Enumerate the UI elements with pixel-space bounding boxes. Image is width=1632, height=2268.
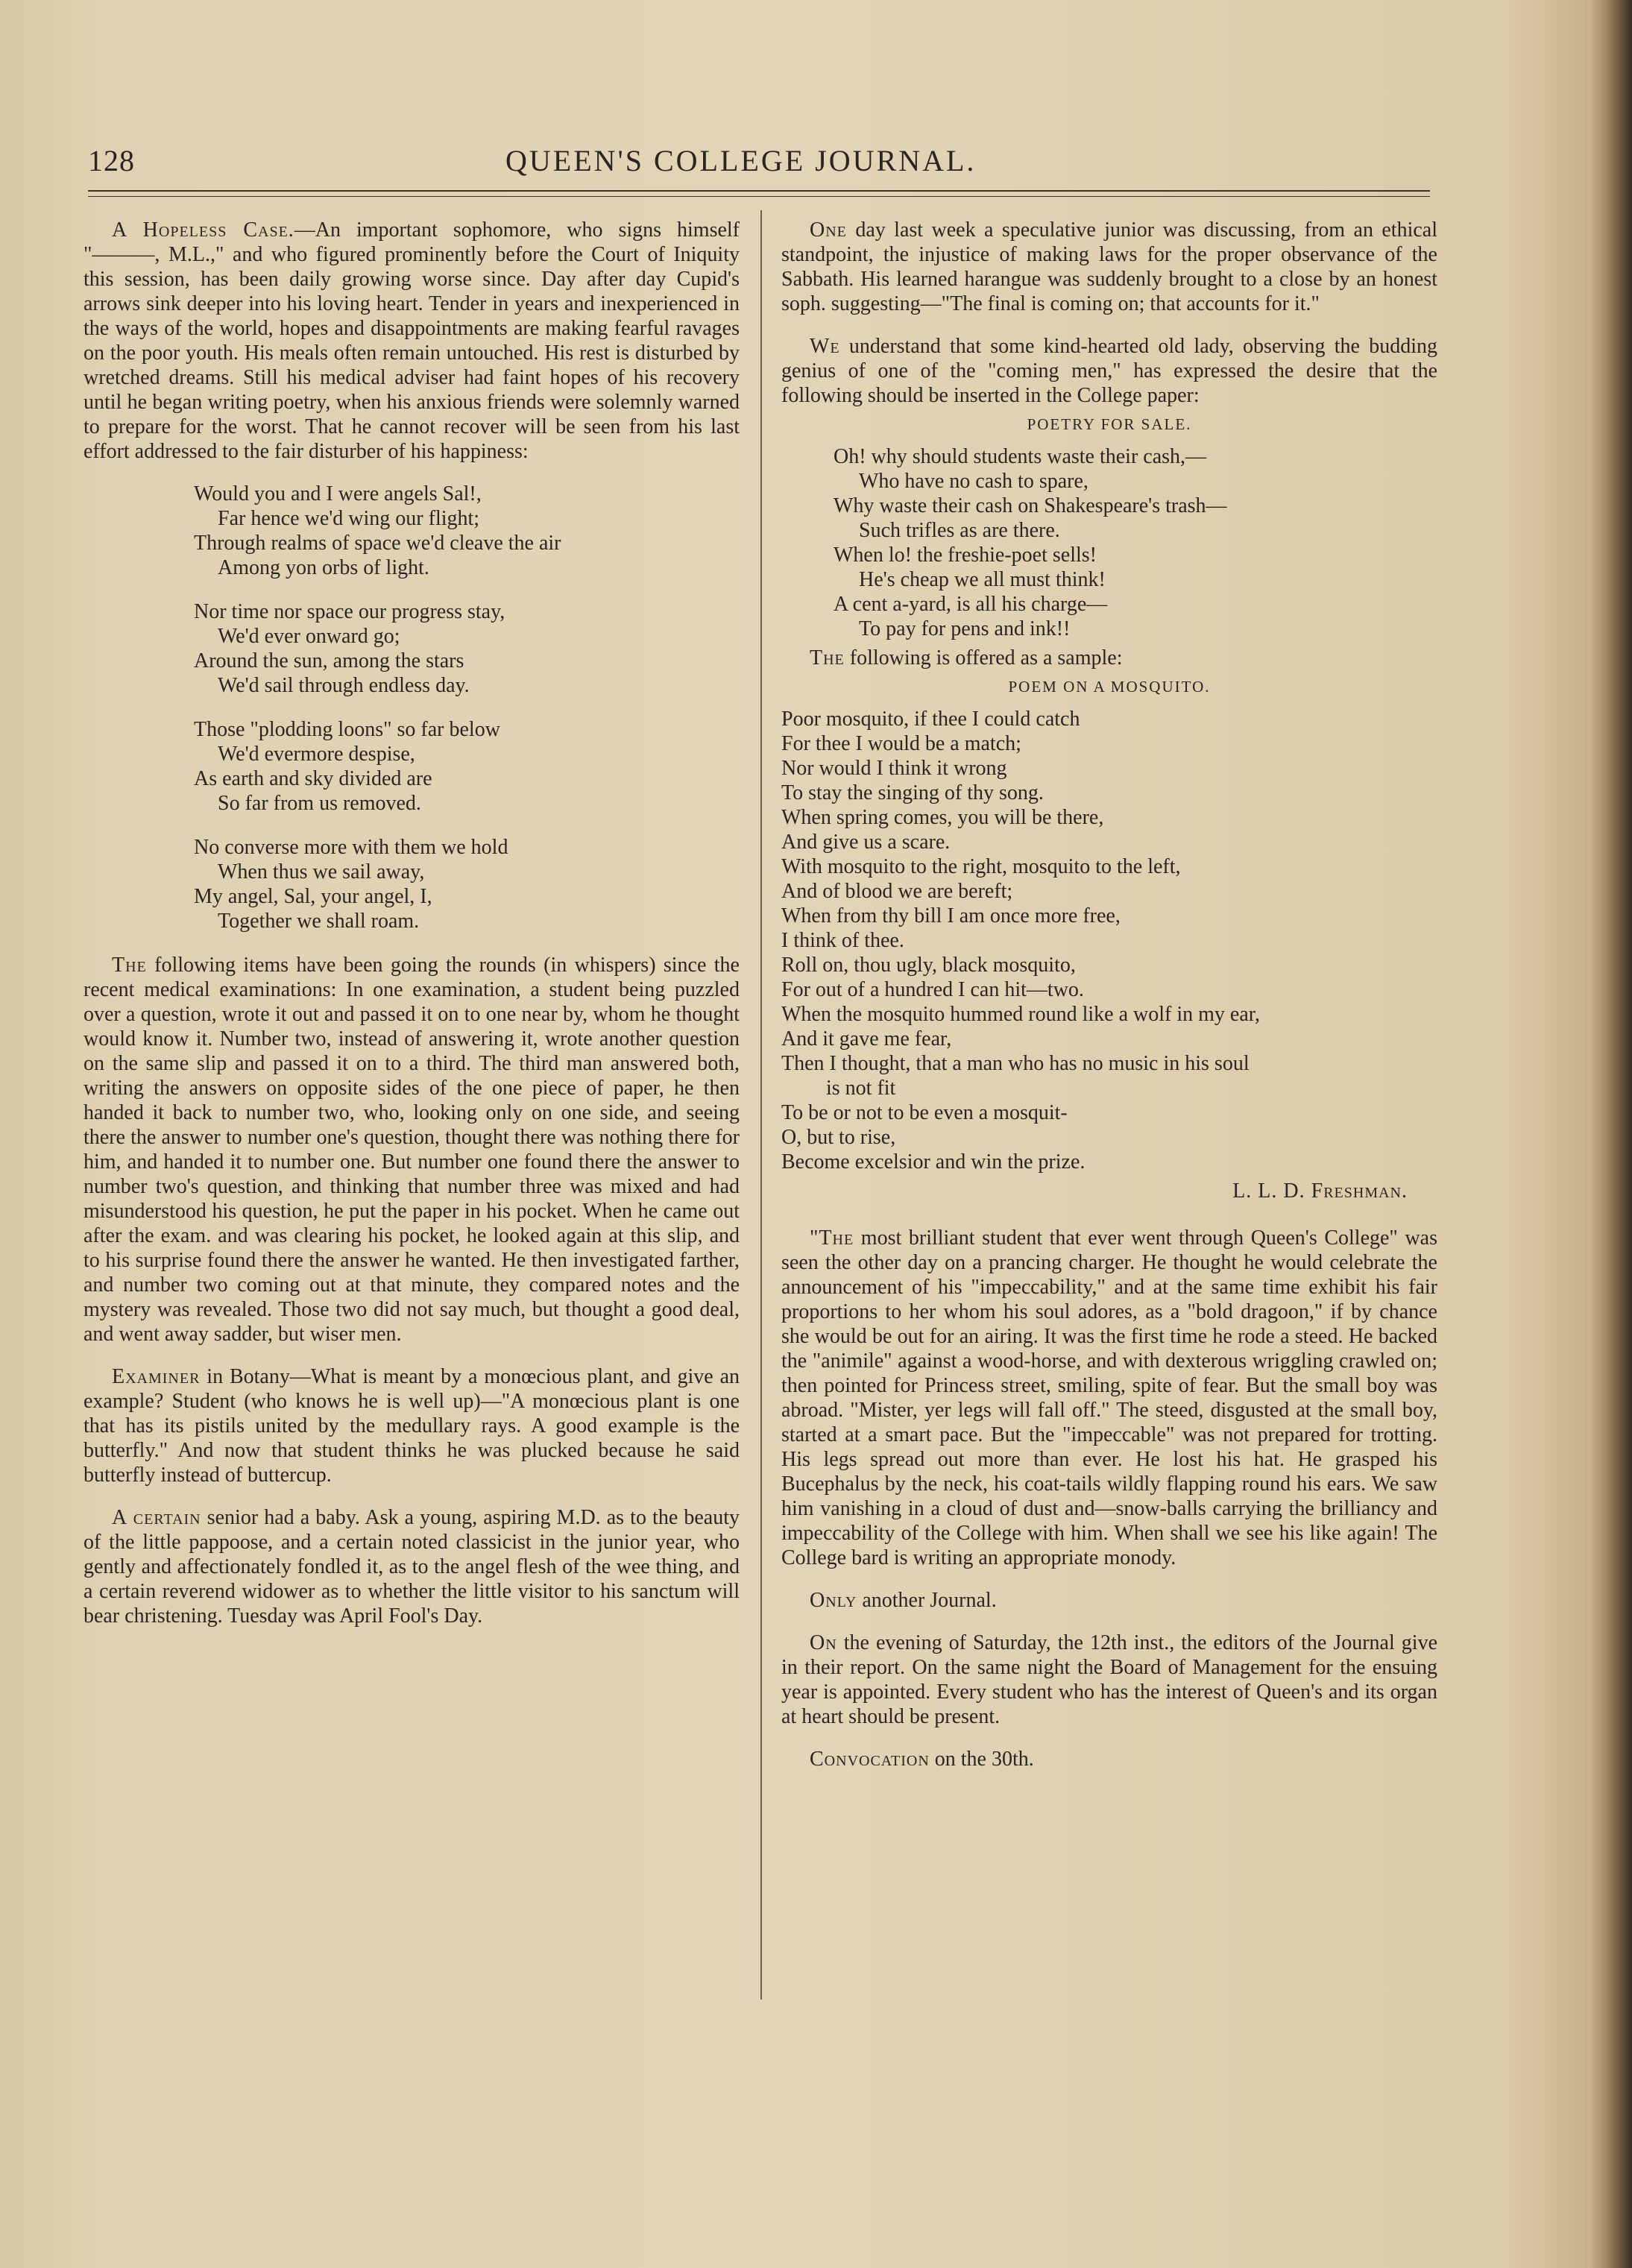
article-lead: A certain bbox=[112, 1506, 201, 1529]
article-hopeless-case bbox=[84, 218, 740, 464]
poem-title: POEM ON A MOSQUITO. bbox=[1008, 678, 1211, 696]
verse-line: Such trifles as are there. bbox=[859, 519, 1060, 542]
verse-line: Why waste their cash on Shakespeare's trash— bbox=[834, 494, 1227, 517]
article-editors-report bbox=[781, 1631, 1437, 1729]
verse-line: As earth and sky divided are bbox=[194, 767, 432, 790]
article-text: senior had a baby. Ask a young, aspiring M.D. as to the beauty of the little pappoose, and a certain noted classicist in the junior year, who gently and affectionately fondled it, as to the angel flesh of the wee thing, and a certain reverend widower as to whether the little visitor to his sanctum will bear christening. Tuesday was April Fool's Day. bbox=[84, 1506, 740, 1628]
article-lead: A Hopeless Case. bbox=[112, 218, 294, 242]
verse-line: To stay the singing of thy song. bbox=[781, 781, 1044, 804]
article-text: day last week a speculative junior was discussing, from an ethical standpoint, the injustice of making laws for the proper observance of the Sabbath. His learned harangue was suddenly brought to a close by an honest soph. suggesting—"The final is coming on; that accounts for it." bbox=[781, 218, 1437, 315]
verse-line: Become excelsior and win the prize. bbox=[781, 1150, 1086, 1174]
binding-edge bbox=[1587, 0, 1632, 2268]
verse-line: Who have no cash to spare, bbox=[859, 470, 1088, 493]
article-lead: We bbox=[810, 335, 840, 358]
verse-line: Poor mosquito, if thee I could catch bbox=[781, 708, 1080, 731]
verse-line: When the mosquito hummed round like a wolf in my ear, bbox=[781, 1003, 1260, 1026]
journal-title: QUEEN'S COLLEGE JOURNAL. bbox=[505, 144, 977, 177]
verse-line: Through realms of space we'd cleave the air bbox=[194, 532, 561, 555]
verse-line: And give us a scare. bbox=[781, 831, 951, 854]
right-column bbox=[781, 218, 1437, 1789]
poem-mosquito bbox=[781, 707, 1437, 1174]
header-rule-thin bbox=[88, 196, 1430, 197]
verse-line: So far from us removed. bbox=[218, 792, 421, 815]
verse-line: Far hence we'd wing our flight; bbox=[218, 507, 480, 530]
page-number: 128 bbox=[88, 144, 135, 177]
article-text: most brilliant student that ever went through Queen's College" was seen the other day on a prancing charger. He thought he would celebrate the announcement of his "impeccability," and at the same time exhibit his fair proportions to her whom his soul adores, as a "bold dragoon," if by chance she would be out for an airing. It was the first time he rode a steed. He backed the "animile" against a wood-horse, and with dexterous wriggling crawled on; then pointed for Princess street, smiling, spite of fear. But the small boy was abroad. "Mister, yer legs will fall off." The steed, disgusted at the small boy, started at a smart pace. But the "impeccable" was not prepared for trotting. His legs spread out more than ever. He lost his hat. He grasped his Bucephalus by the neck, his coat-tails wildly flapping round his ears. We saw him vanishing in a cloud of dust and—snow-balls carrying the brilliancy and impeccability of the College with him. When shall we see his like again! The College bard is writing an appropriate monody. bbox=[781, 1226, 1437, 1569]
verse-line: For thee I would be a match; bbox=[781, 732, 1021, 755]
article-lead: Examiner bbox=[112, 1365, 201, 1388]
verse-line: We'd sail through endless day. bbox=[218, 674, 470, 697]
verse-line: When lo! the freshie-poet sells! bbox=[834, 544, 1097, 567]
verse-line: To be or not to be even a mosquit- bbox=[781, 1101, 1068, 1124]
article-lead: The bbox=[810, 646, 845, 670]
article-text: following items have been going the rounds (in whispers) since the recent medical examinations: In one examination, a student being puzzled over a question, wrote it out and passed it on to one near by, whom he thought would know it. Number two, instead of answering it, wrote another question on the same slip and passed it on to a third. The third man answered both, writing the answers on opposite sides of the one piece of paper, he then handed it back to number two, who, looking only on one side, and seeing there the answer to number one's question, thought there was nothing there for him, and handed it to number one. But number one found there the answer to number two's question, and thinking that number three was mixed and had misunderstood his question, he put the paper in his pocket. When he came out after the exam. and was clearing his pocket, he looked again at this slip, and to his surprise found there the answer he wanted. He then investigated farther, and number two coming out at that minute, they compared notes and the mystery was revealed. Those two did not say much, but thought a good deal, and went away sadder, but wiser men. bbox=[84, 954, 740, 1346]
verse-line: Around the sun, among the stars bbox=[194, 649, 464, 672]
article-brilliant-student bbox=[781, 1226, 1437, 1570]
poem-stanza bbox=[84, 717, 740, 816]
verse-line: We'd ever onward go; bbox=[218, 625, 400, 648]
verse-line: No converse more with them we hold bbox=[194, 836, 508, 859]
article-lead: Convocation bbox=[810, 1748, 930, 1771]
verse-line: Among yon orbs of light. bbox=[218, 556, 429, 579]
verse-line: is not fit bbox=[826, 1077, 896, 1100]
poem-stanza bbox=[84, 835, 740, 933]
page-header bbox=[88, 143, 1430, 195]
article-another-journal bbox=[781, 1588, 1437, 1613]
article-sabbath bbox=[781, 218, 1437, 316]
article-botany bbox=[84, 1364, 740, 1487]
poem-poetry-for-sale bbox=[781, 444, 1437, 641]
verse-line: Nor would I think it wrong bbox=[781, 757, 1007, 780]
article-text: the evening of Saturday, the 12th inst., the editors of the Journal give in their report. On the same night the Board of Management for the ensuing year is appointed. Every student who has the interest of Queen's and its organ at heart should be present. bbox=[781, 1631, 1437, 1728]
article-lead: "The bbox=[810, 1226, 854, 1250]
article-lead: On bbox=[810, 1631, 837, 1654]
article-text: understand that some kind-hearted old lady, observing the budding genius of one of the "coming men," has expressed the desire that the following should be inserted in the College paper: bbox=[781, 335, 1437, 407]
article-text: another Journal. bbox=[857, 1589, 997, 1612]
header-rule bbox=[88, 190, 1430, 192]
verse-line: To pay for pens and ink!! bbox=[859, 617, 1071, 640]
verse-line: When spring comes, you will be there, bbox=[781, 806, 1104, 829]
poem-signature: L. L. D. Freshman. bbox=[1232, 1179, 1408, 1203]
verse-line: I think of thee. bbox=[781, 929, 904, 952]
verse-line: Those "plodding loons" so far below bbox=[194, 718, 500, 741]
verse-line: When thus we sail away, bbox=[218, 860, 425, 883]
poem-stanza bbox=[84, 482, 740, 580]
verse-line: Together we shall roam. bbox=[218, 910, 420, 933]
article-text: following is offered as a sample: bbox=[844, 646, 1123, 670]
verse-line: Nor time nor space our progress stay, bbox=[194, 600, 505, 623]
article-text: on the 30th. bbox=[929, 1748, 1034, 1771]
verse-line: Would you and I were angels Sal!, bbox=[194, 482, 482, 505]
poem-title: POETRY FOR SALE. bbox=[1027, 415, 1192, 433]
verse-line: My angel, Sal, your angel, I, bbox=[194, 885, 432, 908]
verse-line: Oh! why should students waste their cash,— bbox=[834, 445, 1207, 468]
article-exam-items bbox=[84, 953, 740, 1346]
verse-line: Then I thought, that a man who has no music in his soul bbox=[781, 1052, 1250, 1075]
column-divider bbox=[760, 210, 762, 2000]
poem-stanza bbox=[84, 599, 740, 698]
verse-line: For out of a hundred I can hit—two. bbox=[781, 978, 1084, 1001]
left-column bbox=[84, 218, 740, 1646]
article-lead: Only bbox=[810, 1589, 857, 1612]
verse-line: And of blood we are bereft; bbox=[781, 880, 1013, 903]
sample-intro bbox=[781, 646, 1437, 670]
verse-line: O, but to rise, bbox=[781, 1126, 896, 1149]
article-old-lady bbox=[781, 334, 1437, 408]
verse-line: A cent a-yard, is all his charge— bbox=[834, 593, 1108, 616]
verse-line: When from thy bill I am once more free, bbox=[781, 904, 1121, 927]
verse-line: Roll on, thou ugly, black mosquito, bbox=[781, 954, 1076, 977]
verse-line: We'd evermore despise, bbox=[218, 743, 415, 766]
verse-line: With mosquito to the right, mosquito to the left, bbox=[781, 855, 1181, 878]
article-text: in Botany—What is meant by a monœcious plant, and give an example? Student (who knows he is well up)—"A monœcious plant is one that has its pistils united by the medullary rays. A good example is the butterfly." And now that student thinks he was plucked because he said butterfly instead of buttercup. bbox=[84, 1365, 740, 1487]
article-baby bbox=[84, 1505, 740, 1628]
article-convocation bbox=[781, 1747, 1437, 1771]
verse-line: He's cheap we all must think! bbox=[859, 568, 1106, 591]
article-lead: The bbox=[112, 954, 147, 977]
verse-line: And it gave me fear, bbox=[781, 1027, 952, 1050]
article-lead: One bbox=[810, 218, 847, 242]
article-text: —An important sophomore, who signs himself "———, M.L.," and who figured prominently before the Court of Iniquity this session, has been daily growing worse since. Day after day Cupid's arrows sink deeper into his loving heart. Tender in years and inexperienced in the ways of the world, hopes and disappointments are making fearful ravages on the poor youth. His meals often remain untouched. His rest is disturbed by wretched dreams. Still his medical adviser had faint hopes of his recovery until he began writing poetry, when his anxious friends were solemnly warned to prepare for the worst. That he cannot recover will be seen from his last effort addressed to the fair disturber of his happiness: bbox=[84, 218, 740, 463]
